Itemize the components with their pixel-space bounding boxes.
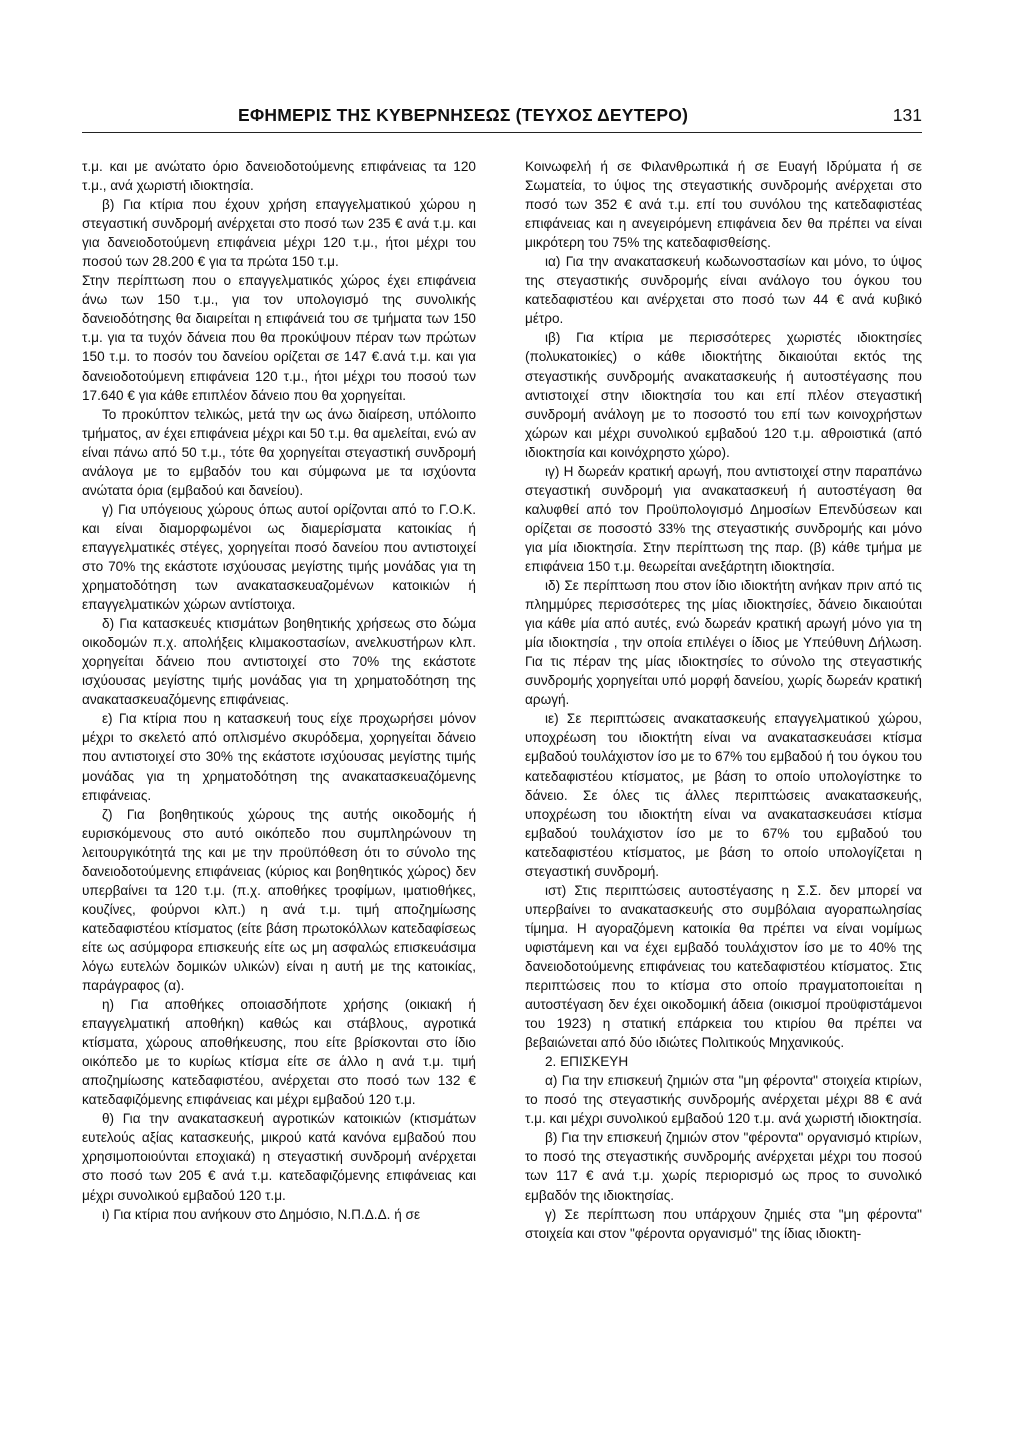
paragraph: γ) Για υπόγειους χώρους όπως αυτοί ορίζονται από το Γ.Ο.Κ. και είναι διαμορφωμένοι ως διαμερίσματα κατοικίας ή επαγγελματικές στέγες, χορηγείται ποσό δανείου που αντιστοιχεί στο 70% της εκάστοτε ισχύουσας μεγίστης τιμής μονάδας για τη χρηματοδότηση των ανακατασκευαζομένων κατοικιών ή επαγγελματικών χώρων αντίστοιχα. <box>82 501 476 613</box>
paragraph: η) Για αποθήκες οποιασδήποτε χρήσης (οικιακή ή επαγγελματική αποθήκη) καθώς και στάβλους, αγροτικά κτίσματα, χώρους αποθήκευσης, που είτε βρίσκονται στο ίδιο οικόπεδο με το κυρίως κτίσμα είτε σε άλλο η ανά τ.μ. τιμή αποζημίωσης κατεδαφιστέου, ανέρχεται στο ποσό των 132 € κατεδαφιζόμενης επιφάνειας και μέχρι εμβαδού 120 τ.μ. <box>82 997 476 1108</box>
section-heading: 2. ΕΠΙΣΚΕΥΗ <box>545 1054 629 1070</box>
paragraph: Το προκύπτον τελικώς, μετά την ως άνω διαίρεση, υπόλοιπο τμήματος, αν έχει επιφάνεια μέχρι και 50 τ.μ. θα αμελείται, ενώ αν είναι πάνω από 50 τ.μ., τότε θα χορηγείται στεγαστική συνδρομή ανάλογα με το εμβαδόν του και σύμφωνα με τα ισχύοντα ανώτατα όρια (εμβαδού και δανείου). <box>82 406 476 498</box>
paragraph: ιστ) Στις περιπτώσεις αυτοστέγασης η Σ.Σ. δεν μπορεί να υπερβαίνει το ανακατασκευής στο συμβόλαια αγοραπωλησίας τίμημα. Η αγοραζόμενη κατοικία θα πρέπει να είναι νομίμως υφιστάμενη και να έχει εμβαδό τουλάχιστον ίσο με το 40% της δανειοδοτούμενης επιφάνειας του κατεδαφιστέου κτίσματος. Στις περιπτώσεις που το κτίσμα στο οποίο πραγματοποιείται η αυτοστέγαση δεν έχει οικοδομική άδεια (οικισμοί προϋφιστάμενοι του 1923) η στατική επάρκεια του κτιρίου θα πρέπει να βεβαιώνεται από δύο ιδιώτες Πολιτικούς Μηχανικούς. <box>525 882 922 1051</box>
paragraph: ια) Για την ανακατασκευή κωδωνοστασίων και μόνο, το ύψος της στεγαστικής συνδρομής είναι ανάλογο του όγκου του κατεδαφιστέου και ανέρχεται στο ποσό των 44 € ανά κυβικό μέτρο. <box>525 254 922 327</box>
paragraph: β) Για κτίρια που έχουν χρήση επαγγελματικού χώρου η στεγαστική συνδρομή ανέρχεται στο ποσό των 235 € ανά τ.μ. και για δανειοδοτούμενη επιφάνεια μέχρι 120 τ.μ., ήτοι μέχρι του ποσού των 28.200 € για τα πρώτα 150 τ.μ. <box>82 197 476 270</box>
left-column <box>82 157 476 1224</box>
paragraph: β) Για την επισκευή ζημιών στον "φέροντα" οργανισμό κτιρίων, το ποσό της στεγαστικής συνδρομής ανέρχεται μέχρι του ποσού των 117 € ανά τ.μ. χωρίς περιορισμό ως προς το συνολικό εμβαδόν της ιδιοκτησίας. <box>525 1130 922 1203</box>
paragraph: ιγ) Η δωρεάν κρατική αρωγή, που αντιστοιχεί στην παραπάνω στεγαστική συνδρομή για ανακατασκευή ή αυτοστέγαση θα καλυφθεί από τον Προϋπολογισμό Δημοσίων Επενδύσεων και ορίζεται σε ποσοστό 33% της στεγαστικής συνδρομής και μόνο για μία ιδιοκτησία. Στην περίπτωση της παρ. (β) κάθε τμήμα με επιφάνεια 150 τ.μ. θεωρείται ανεξάρτητη ιδιοκτησία. <box>525 463 922 574</box>
paragraph: Κοινωφελή ή σε Φιλανθρωπικά ή σε Ευαγή Ιδρύματα ή σε Σωματεία, το ύψος της στεγαστικής συνδρομής ανέρχεται στο ποσό των 352 € ανά τ.μ. επί του συνόλου της κατεδαφιστέας επιφάνειας και η ανεγειρόμενη επιφάνεια δεν θα πρέπει να είναι μικρότερη του 75% της κατεδαφισθείσης. <box>525 159 922 251</box>
paragraph: ε) Για κτίρια που η κατασκευή τους είχε προχωρήσει μόνον μέχρι το σκελετό από οπλισμένο σκυρόδεμα, χορηγείται δάνειο που αντιστοιχεί στο 30% της εκάστοτε ισχύουσας μεγίστης τιμής μονάδας για τη χρηματοδότηση της ανακατασκευαζόμενης επιφάνειας. <box>82 711 476 803</box>
paragraph: τ.μ. και με ανώτατο όριο δανειοδοτούμενης επιφάνειας τα 120 τ.μ., ανά χωριστή ιδιοκτησία. <box>82 159 476 194</box>
page-number: 131 <box>892 105 922 125</box>
paragraph: ζ) Για βοηθητικούς χώρους της αυτής οικοδομής ή ευρισκόμενους στο αυτό οικόπεδο που συμπληρώνουν τη λειτουργικότητά της και με την προϋπόθεση ότι το σύνολο της δανειοδοτούμενης επιφάνειας (κύριος και βοηθητικός χώρος) δεν υπερβαίνει τα 120 τ.μ. (π.χ. αποθήκες τροφίμων, ιματιοθήκες, κουζίνες, φούρνοι κλπ.) η ανά τ.μ. τιμή αποζημίωσης κατεδαφιστέου κτίσματος (είτε βάση πρωτοκόλλων κατεδαφίσεως είτε ως ασύμφορα επισκευής είτε ως μη ασφαλώς επισκευάσιμα λόγω ευτελών δομικών υλικών) είναι η αυτή με της κατοικίας, παράγραφος (α). <box>82 806 476 994</box>
right-column <box>525 157 922 1243</box>
paragraph: Στην περίπτωση που ο επαγγελματικός χώρος έχει επιφάνεια άνω των 150 τ.μ., για τον υπολογισμό της συνολικής δανειοδότησης θα διαιρείται η επιφάνειά του σε τμήματα των 150 τ.μ. για τα τυχόν δάνεια που θα προκύψουν πέραν των πρώτων 150 τ.μ. το ποσόν του δανείου ορίζεται σε 147 €.ανά τ.μ. και για δανειοδοτούμενη επιφάνεια 120 τ.μ., ήτοι μέχρι του ποσού των 17.640 € για κάθε επιπλέον δάνειο που θα χορηγείται. <box>82 273 476 403</box>
paragraph: δ) Για κατασκευές κτισμάτων βοηθητικής χρήσεως στο δώμα οικοδομών π.χ. απολήξεις κλιμακοστασίων, ανελκυστήρων κλπ. χορηγείται δάνειο που αντιστοιχεί στο 70% της εκάστοτε ισχύουσας μεγίστης τιμής μονάδας για τη χρηματοδότηση της ανακατασκευαζόμενης επιφάνειας. <box>82 616 476 708</box>
paragraph: ι) Για κτίρια που ανήκουν στο Δημόσιο, Ν.Π.Δ.Δ. ή σε <box>102 1206 421 1222</box>
paragraph: ιδ) Σε περίπτωση που στον ίδιο ιδιοκτήτη ανήκαν πριν από τις πλημμύρες περισσότερες της μίας ιδιοκτησίες, δάνειο δικαιούται για κάθε μία από αυτές, ενώ δωρεάν κρατική αρωγή μόνο για τη μία ιδιοκτησία , την οποία επιλέγει ο ίδιος με Υπεύθυνη Δήλωση. Για τις πέραν της μίας ιδιοκτησίες το σύνολο της στεγαστικής συνδρομής χορηγείται υπό μορφή δανείου, χωρίς δωρεάν κρατική αρωγή. <box>525 578 922 708</box>
paragraph: ιε) Σε περιπτώσεις ανακατασκευής επαγγελματικού χώρου, υποχρέωση του ιδιοκτήτη είναι να ανακατασκευάσει κτίσμα εμβαδού τουλάχιστον ίσο με το 67% του εμβαδού ή του όγκου του κατεδαφιστέου κτίσματος, με βάση το οποίο υπολογίστηκε το δάνειο. Σε όλες τις άλλες περιπτώσεις ανακατασκευής, υποχρέωση του ιδιοκτήτη είναι να ανακατασκευάσει κτίσμα εμβαδού τουλάχιστον ίσο με το 67% του εμβαδού του κατεδαφιστέου κτίσματος, με βάση το οποίο υπολογίζεται η στεγαστική συνδρομή. <box>525 711 922 879</box>
page-header <box>82 97 922 133</box>
gazette-title: ΕΦΗΜΕΡΙΣ ΤΗΣ ΚΥΒΕΡΝΗΣΕΩΣ (ΤΕΥΧΟΣ ΔΕΥΤΕΡΟ) <box>238 105 689 125</box>
header-rule <box>82 132 922 133</box>
paragraph: γ) Σε περίπτωση που υπάρχουν ζημιές στα "μη φέροντα" στοιχεία και στον "φέροντα οργανισμό" της ίδιας ιδιοκτη- <box>525 1206 922 1241</box>
paragraph: ιβ) Για κτίρια με περισσότερες χωριστές ιδιοκτησίες (πολυκατοικίες) ο κάθε ιδιοκτήτης δικαιούται εκτός της στεγαστικής συνδρομής ανακατασκευής ή αυτοστέγασης που αντιστοιχεί στην ιδιοκτησία του και επί πλέον στεγαστική συνδρομή ανάλογη με το ποσοστό του επί των κοινοχρήστων χώρων και μέχρι συνολικού εμβαδού 120 τ.μ. αθροιστικά (από ιδιοκτησία και κοινόχρηστο χώρο). <box>525 330 922 460</box>
paragraph: θ) Για την ανακατασκευή αγροτικών κατοικιών (κτισμάτων ευτελούς αξίας κατασκευής, μικρού κατά κανόνα εμβαδού που χρησιμοποιούνται εποχιακά) η στεγαστική συνδρομή ανέρχεται στο ποσό των 205 € ανά τ.μ. κατεδαφιζόμενης επιφάνειας και μέχρι συνολικού εμβαδού 120 τ.μ. <box>82 1111 476 1203</box>
paragraph: α) Για την επισκευή ζημιών στα "μη φέροντα" στοιχεία κτιρίων, το ποσό της στεγαστικής συνδρομής ανέρχεται μέχρι 88 € ανά τ.μ. και μέχρι συνολικού εμβαδού 120 τ.μ. ανά χωριστή ιδιοκτησία. <box>525 1073 922 1127</box>
